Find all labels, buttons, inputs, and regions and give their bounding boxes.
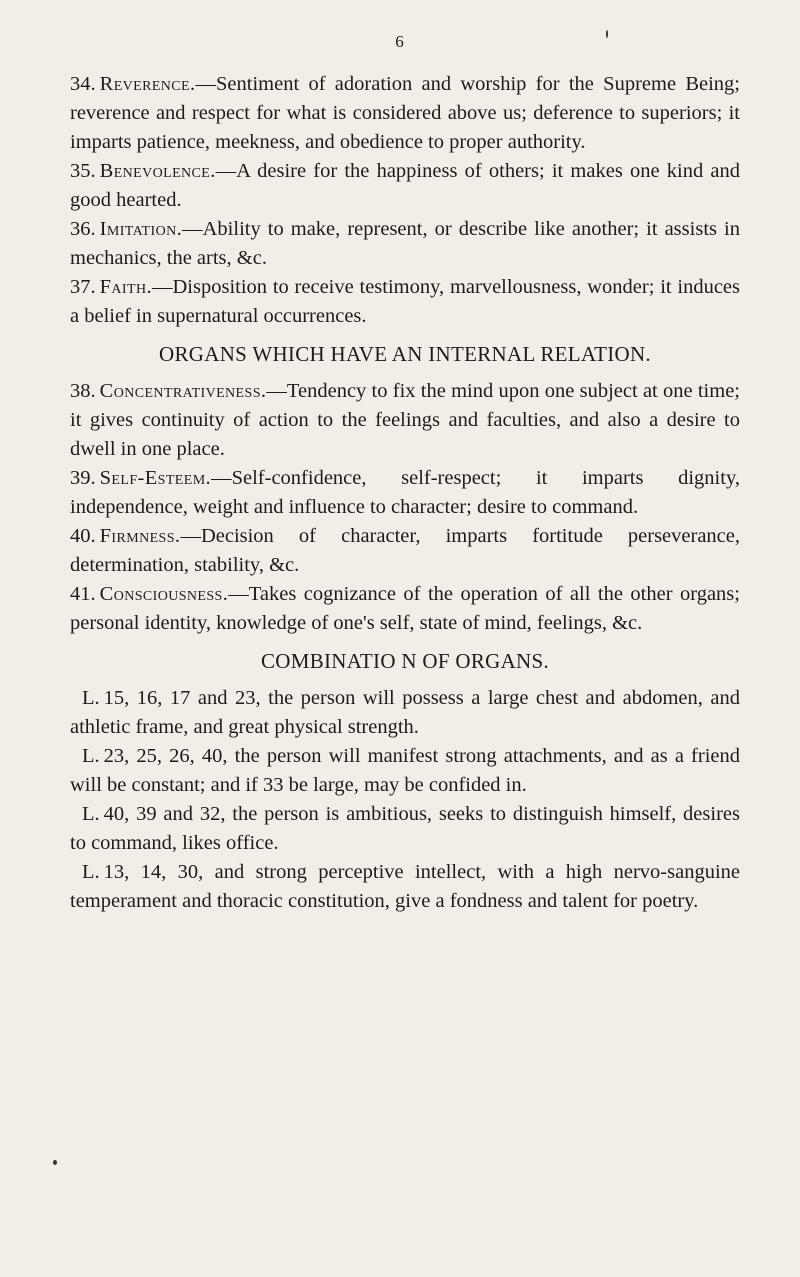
entry-term: Self-Esteem. [99,467,212,489]
entry-term: Firmness. [99,525,181,547]
entry-concentrativeness [70,377,740,464]
entry-number: 40. [70,525,96,547]
combination-item [70,800,740,858]
entry-term: Benevolence. [99,160,216,182]
entry-imitation [70,215,740,273]
entry-text: —Sentiment of adoration and worship for the Supreme Being; reverence and respect for what is considered above us; deference to superiors; it imparts patience, meekness, and obedience to proper authority. [70,73,740,153]
section-heading-internal-relation: ORGANS WHICH HAVE AN INTERNAL RELATION. [159,342,651,366]
entry-self-esteem [70,464,740,522]
entry-text: —A desire for the happiness of others; it makes one kind and good hearted. [70,160,740,211]
entry-text: —Self-confidence, self-respect; it imparts dignity, independence, weight and influence to character; desire to command. [70,467,740,518]
entry-number: 35. [70,160,96,182]
entry-number: 39. [70,467,96,489]
combination-text: 23, 25, 26, 40, the person will manifest strong attachments, and as a friend will be constant; and if 33 be large, may be confided in. [70,745,740,796]
page-content [70,70,740,916]
page-number: 6 [395,32,405,51]
entry-number: 34. [70,73,96,95]
combination-item [70,742,740,800]
combination-item [70,858,740,916]
entry-term: Reverence. [99,73,196,95]
entry-number: 41. [70,583,96,605]
combination-item [70,684,740,742]
entry-benevolence [70,157,740,215]
entry-text: —Takes cognizance of the operation of all the other organs; personal identity, knowledge of one's self, state of mind, feelings, &c. [70,583,740,634]
entry-reverence [70,70,740,157]
combination-text: 40, 39 and 32, the person is ambitious, seeks to distinguish himself, desires to command, likes office. [70,803,740,854]
entry-term: Faith. [99,276,152,298]
entry-text: —Decision of character, imparts fortitude perseverance, determination, stability, &c. [70,525,740,576]
entry-term: Concentrativeness. [99,380,267,402]
entry-text: —Ability to make, represent, or describe like another; it assists in mechanics, the arts, &c. [70,218,740,269]
entry-term: Imitation. [99,218,183,240]
entry-text: —Disposition to receive testimony, marvellousness, wonder; it induces a belief in supernatural occurrences. [70,276,740,327]
entry-number: 38. [70,380,96,402]
entry-firmness [70,522,740,580]
combination-lead: L. [82,687,100,709]
entry-number: 36. [70,218,96,240]
entry-faith [70,273,740,331]
combination-lead: L. [82,861,100,883]
entry-term: Consciousness. [99,583,229,605]
combination-lead: L. [82,803,100,825]
paper-speck [53,1160,57,1165]
combination-lead: L. [82,745,100,767]
paper-speck [606,30,608,38]
entry-number: 37. [70,276,96,298]
entry-text: —Tendency to fix the mind upon one subject at one time; it gives continuity of action to the feelings and faculties, and also a desire to dwell in one place. [70,380,740,460]
combination-text: 15, 16, 17 and 23, the person will possess a large chest and abdomen, and athletic frame, and great physical strength. [70,687,740,738]
section-heading-combination: COMBINATIO N OF ORGANS. [260,649,550,673]
entry-consciousness [70,580,740,638]
combination-text: 13, 14, 30, and strong perceptive intellect, with a high nervo-sanguine temperament and thoracic constitution, give a fondness and talent for poetry. [70,861,740,912]
